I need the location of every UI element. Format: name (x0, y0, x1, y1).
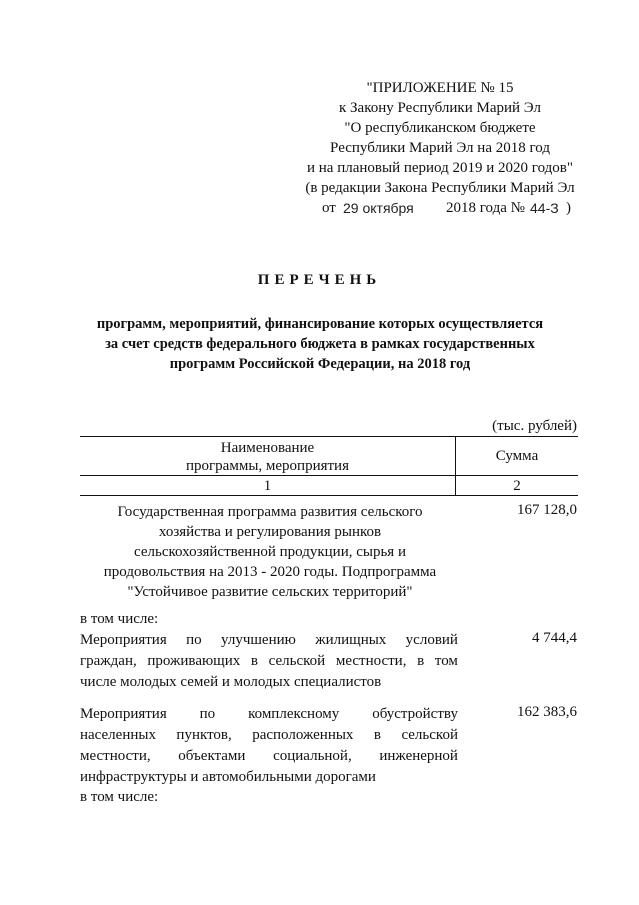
program-name-line: Государственная программа развития сельского (117, 504, 423, 520)
header-name-cell (80, 439, 455, 475)
including-label: в том числе: (80, 611, 159, 627)
list-item (80, 704, 458, 788)
item-word: сельской (268, 653, 326, 669)
appendix-line: Республики Марий Эл на 2018 год (330, 140, 550, 156)
item-line: инфраструктуры и автомобильными дорогами (80, 769, 376, 785)
document-subtitle (60, 314, 580, 374)
item-amount: 4 744,4 (532, 630, 577, 646)
item-word: условий (405, 632, 458, 648)
item-word: объектами (178, 748, 246, 764)
handwritten-date: 29 октября (343, 200, 414, 216)
item-word: жилищных (315, 632, 387, 648)
appendix-line: "ПРИЛОЖЕНИЕ № 15 (366, 80, 514, 96)
item-word: комплексному (248, 706, 340, 722)
subtitle-line: программ Российской Федерации, на 2018 год (169, 356, 471, 372)
item-word: том (434, 653, 458, 669)
item-word: местности, (80, 748, 151, 764)
item-word: по (186, 632, 202, 648)
item-line (80, 630, 458, 651)
item-word: социальной, (273, 748, 352, 764)
item-word: обустройству (372, 706, 458, 722)
subtitle-line: за счет средств федерального бюджета в рамках государственных (105, 336, 535, 352)
item-word: инженерной (379, 748, 458, 764)
item-word: местности, (335, 653, 407, 669)
item-word: в (373, 727, 381, 743)
item-amount: 162 383,6 (517, 704, 577, 720)
item-word: улучшению (221, 632, 296, 648)
item-word: пунктов, (176, 727, 232, 743)
item-line (80, 704, 458, 725)
item-word: населенных (80, 727, 156, 743)
year-text: 2018 года № (446, 200, 525, 216)
item-line (80, 725, 458, 746)
program-name (100, 502, 440, 602)
item-word: расположенных (252, 727, 354, 743)
appendix-line: "О республиканском бюджете (344, 120, 536, 136)
item-word: граждан, (80, 653, 137, 669)
law-date-line (270, 198, 610, 218)
units-label: (тыс. рублей) (492, 418, 577, 434)
item-word: сельской (401, 727, 458, 743)
item-line: числе молодых семей и молодых специалистов (80, 674, 382, 690)
item-word: Мероприятия (80, 632, 167, 648)
program-name-line: хозяйства и регулирования рынков (158, 524, 382, 540)
table-top-border (80, 436, 578, 437)
item-line (80, 651, 458, 672)
item-word: по (199, 706, 216, 722)
appendix-line: к Закону Республики Марий Эл (338, 100, 541, 116)
item-line (80, 746, 458, 767)
program-amount: 167 128,0 (517, 502, 577, 518)
header-name-line: программы, мероприятия (186, 458, 349, 474)
column-number-2: 2 (513, 478, 521, 494)
list-item (80, 630, 458, 693)
header-name-line: Наименование (220, 440, 315, 456)
header-sum-cell: Сумма (495, 448, 539, 464)
program-name-line: "Устойчивое развитие сельских территорий" (127, 584, 413, 600)
including-label: в том числе: (80, 789, 159, 805)
item-word: Мероприятия (80, 706, 167, 722)
subtitle-line: программ, мероприятий, финансирование которых осуществляется (96, 316, 544, 332)
program-name-line: продовольствия на 2013 - 2020 годы. Подпрограмма (103, 564, 437, 580)
item-word: проживающих (147, 653, 241, 669)
closing-paren: ) (566, 200, 571, 216)
document-title: ПЕРЕЧЕНЬ (257, 272, 382, 288)
program-name-line: сельскохозяйственной продукции, сырья и (134, 544, 406, 560)
table-header-divider (80, 475, 578, 476)
date-prefix: от (322, 200, 336, 216)
table-colnum-divider (80, 495, 578, 496)
handwritten-law-number: 44-З (530, 200, 559, 216)
appendix-header (270, 78, 610, 218)
item-word: в (417, 653, 425, 669)
column-number-1: 1 (263, 478, 272, 494)
item-word: в (250, 653, 258, 669)
appendix-line: (в редакции Закона Республики Марий Эл (305, 180, 575, 196)
appendix-line: и на плановый период 2019 и 2020 годов" (307, 160, 573, 176)
